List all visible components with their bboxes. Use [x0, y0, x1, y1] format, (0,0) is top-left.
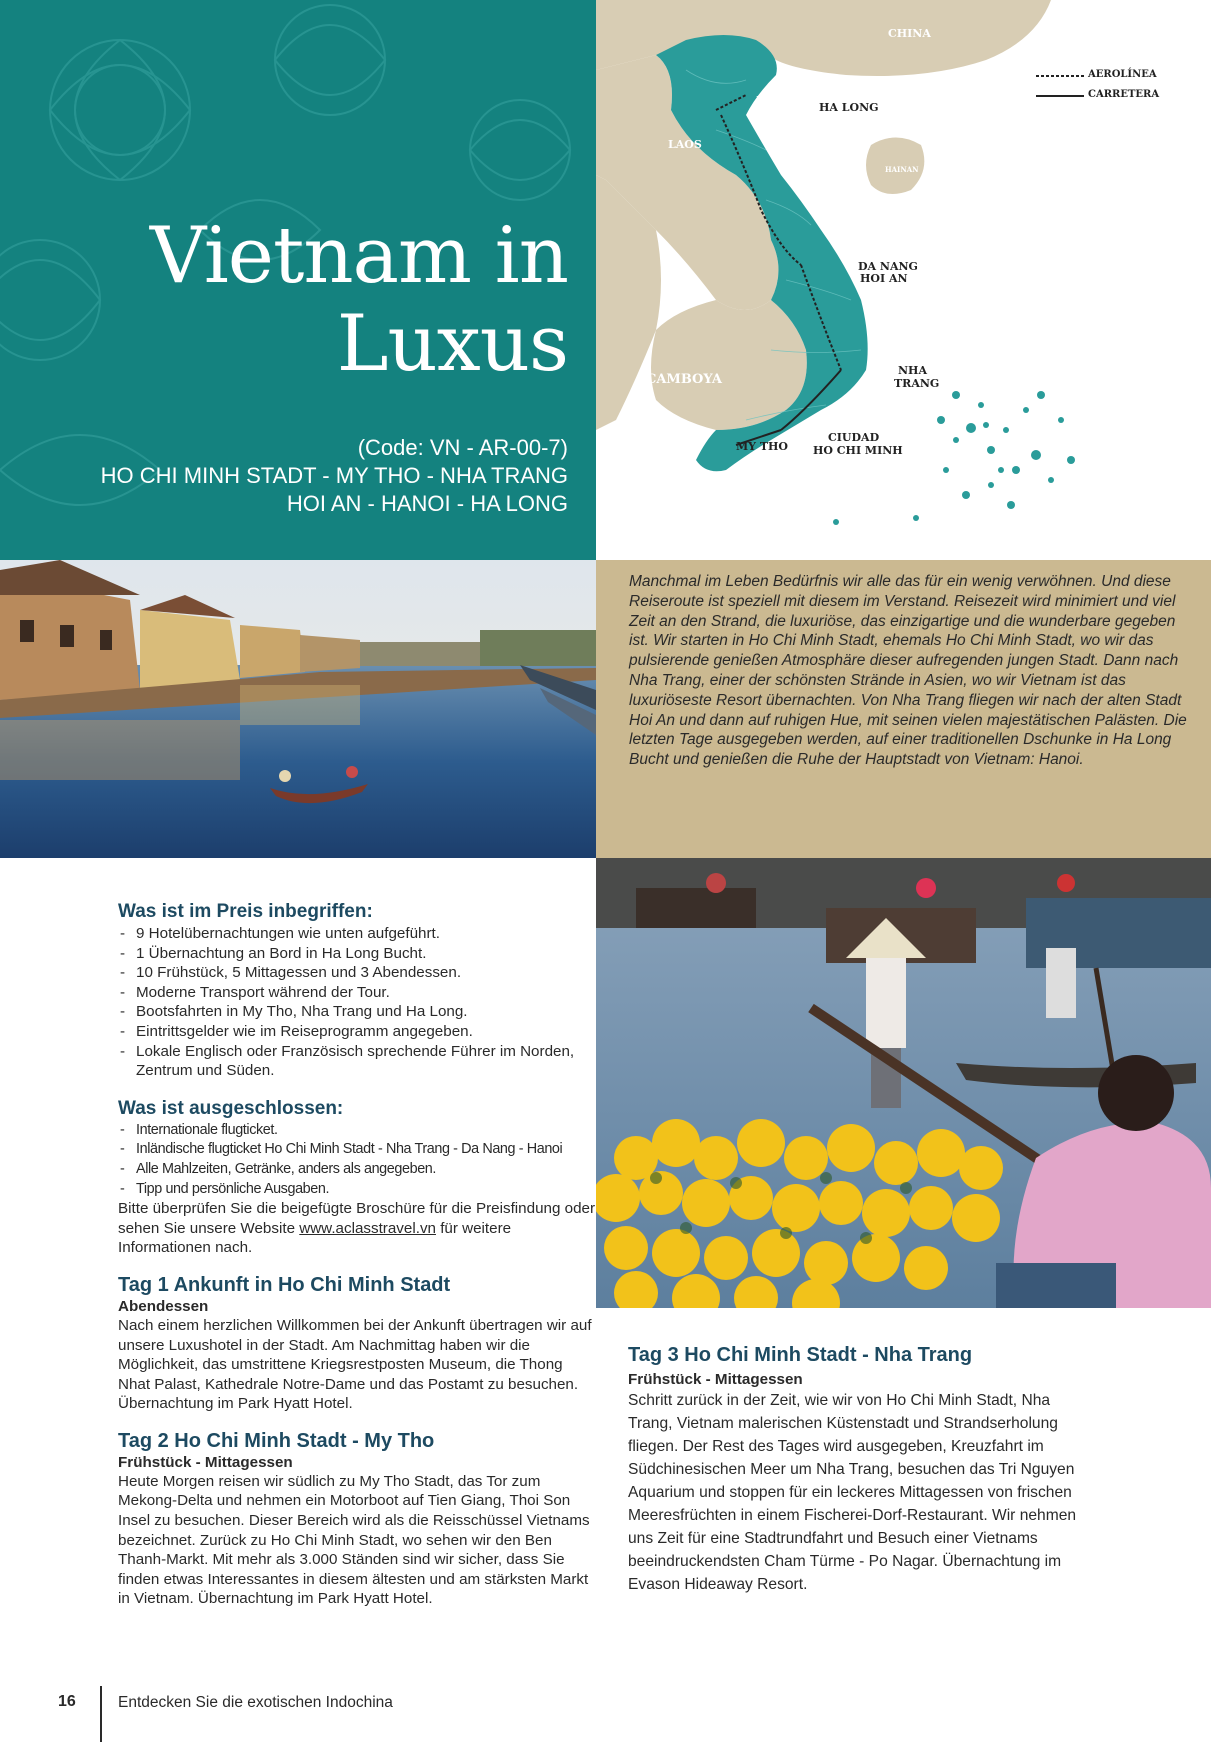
included-list [118, 924, 598, 1081]
right-column [628, 1343, 1098, 1596]
list-item: - Moderne Transport während der Tour. [118, 983, 598, 1003]
city-nha: NHA [898, 364, 927, 377]
city-my-tho: MY THO [736, 440, 789, 453]
legend-air-label: AEROLÍNEA [1088, 69, 1157, 80]
left-column [118, 900, 598, 1609]
day-3-meals: Frühstück - Mittagessen [628, 1371, 803, 1388]
list-item: - Alle Mahlzeiten, Getränke, anders als angegeben. [118, 1160, 598, 1180]
day-3-text: Schritt zurück in der Zeit, wie wir von Ho Chi Minh Stadt, Nha Trang, Vietnam malerischen Küstenstadt und Strandserholung fliegen. Der Rest des Tages wird ausgegeben, Kreuzfahrt im Südchinesischen Meer um Nha Trang, besuchen das Tri Nguyen Aquarium und stoppen für ein leckeres Mittagessen von frischen Meeresfrüchten in einem Fischerei-Dorf-Restaurant. Wir nehmen uns Zeit für eine Stadtrundfahrt und Besuch einer Vietnams beeindruckendsten Cham Türme - Po Nagar. Übernachtung im Evason Hideaway Resort. [628, 1392, 1077, 1593]
city-ha-long: HA LONG [819, 101, 879, 114]
list-item: - 9 Hotelübernachtungen wie unten aufgeführt. [118, 924, 598, 944]
day-2-title: Tag 2 Ho Chi Minh Stadt - My Tho [118, 1429, 435, 1452]
day-1 [118, 1273, 598, 1414]
page-number: 16 [58, 1693, 76, 1710]
city-ciudad: CIUDAD [828, 431, 880, 444]
label-china: CHINA [888, 27, 931, 40]
day-1-title: Tag 1 Ankunft in Ho Chi Minh Stadt [118, 1273, 451, 1296]
legend-road-label: CARRETERA [1088, 89, 1160, 100]
pricing-note [118, 1199, 598, 1258]
photo-floating-market [596, 858, 1211, 1308]
legend-road [1088, 89, 1159, 100]
website-link[interactable]: www.aclasstravel.vn [299, 1219, 436, 1237]
footer-text: Entdecken Sie die exotischen Indochina [118, 1694, 393, 1711]
route-line-1: HO CHI MINH STADT - MY THO - NHA TRANG [100, 463, 568, 488]
market-illustration [596, 858, 1211, 1308]
included-title: Was ist im Preis inbegriffen: [118, 901, 373, 922]
list-item: - Eintrittsgelder wie im Reiseprogramm angegeben. [118, 1022, 598, 1042]
pricing-note-end: für weitere Informationen nach. [118, 1219, 512, 1257]
title-line-1: Vietnam in [149, 211, 568, 301]
city-hcm: HO CHI MINH [813, 444, 903, 457]
intro-text: Manchmal im Leben Bedürfnis wir alle das für ein wenig verwöhnen. Und diese Reiseroute ist speziell mit diesem im Verstand. Reisezeit wird minimiert und viel Zeit an den Strand, die luxuriöse, das einzigartige und die wunderbare gegeben ist. Wir starten in Ho Chi Minh Stadt, ehemals Ho Chi Minh Stadt, wo wir das pulsierende genießen Atmosphäre dieser aufregenden jungen Stadt. Dann nach Nha Trang, einer der schönsten Strände in Asien, wo wir Vietnam ist das luxuriöseste Resort übernachten. Von Nha Trang fliegen wir nach der alten Stadt Hoi An und dann auf ruhigen Hue, mit seinen vielen majestätischen Palästen. Die letzten Tage ausgegeben werden, auf einer traditionellen Dschunke in Ha Long Bucht und genießen die Ruhe der Hauptstadt von Vietnam: Hanoi. [629, 573, 1187, 769]
pricing-note-text: Bitte überprüfen Sie die beigefügte Broschüre für die Preisfindung oder sehen Sie unsere Website [118, 1200, 596, 1237]
day-2-meals: Frühstück - Mittagessen [118, 1453, 293, 1471]
day-2 [118, 1429, 598, 1609]
list-item: - Internationale flugticket. [118, 1121, 598, 1141]
page-title [8, 212, 568, 388]
city-hoi-an: HOI AN [860, 272, 908, 285]
label-hainan: HAINAN [885, 165, 919, 174]
city-trang: TRANG [894, 377, 940, 390]
label-laos: LAOS [668, 138, 702, 151]
river-illustration [0, 560, 596, 858]
list-item: - Lokale Englisch oder Französisch sprechende Führer im Norden, Zentrum und Süden. [118, 1042, 598, 1081]
day-1-text: Nach einem herzlichen Willkommen bei der Ankunft übertragen wir auf unsere Luxushotel in der Stadt. Am Nachmittag haben wir die Möglichkeit, das umstrittene Kriegsrestposten Museum, die Thong Nhat Palast, Kathedrale Notre-Dame und das Postamt zu besuchen. Übernachtung im Park Hyatt Hotel. [118, 1316, 592, 1413]
city-da-nang: DA NANG [858, 260, 918, 273]
hero-banner [0, 0, 596, 560]
footer-divider [100, 1686, 102, 1742]
day-2-text: Heute Morgen reisen wir südlich zu My Tho Stadt, das Tor zum Mekong-Delta und nehmen ein Motorboot auf Tien Giang, Thoi Son Insel zu besuchen. Dieser Bereich wird als die Reisschüssel Vietnams bezeichnet. Zurück zu Ho Chi Minh Stadt, wo sehen wir den Ben Thanh-Markt. Mit mehr als 3.000 Ständen sind wir sicher, dass Sie finden etwas Interessantes in diesem ältesten und am stärksten Markt in Vietnam. Übernachtung im Park Hyatt Hotel. [118, 1472, 590, 1608]
list-item: - 10 Frühstück, 5 Mittagessen und 3 Abendessen. [118, 963, 598, 983]
intro-box [596, 560, 1211, 858]
day-3-title: Tag 3 Ho Chi Minh Stadt - Nha Trang [628, 1344, 973, 1366]
route-line-2: HOI AN - HANOI - HA LONG [286, 491, 568, 516]
city-hanoi: HA NOI [756, 96, 795, 106]
list-item: - Tipp und persönliche Ausgaben. [118, 1180, 598, 1200]
photo-hoi-an-river [0, 560, 596, 858]
route-map [596, 0, 1211, 560]
legend-air [1088, 69, 1157, 80]
list-item: - 1 Übernachtung an Bord in Ha Long Bucht. [118, 944, 598, 964]
excluded-title: Was ist ausgeschlossen: [118, 1097, 344, 1119]
tour-code: (Code: VN - AR-00-7) [357, 435, 568, 460]
day-1-meals: Abendessen [118, 1297, 209, 1315]
list-item: - Bootsfahrten in My Tho, Nha Trang und Ha Long. [118, 1002, 598, 1022]
list-item: - Inländische flugticket Ho Chi Minh Stadt - Nha Trang - Da Nang - Hanoi [118, 1140, 598, 1160]
title-line-2: Luxus [336, 299, 568, 389]
excluded-list [118, 1121, 598, 1199]
route-block [0, 434, 568, 518]
label-cambodia: CAMBOYA [646, 372, 722, 387]
